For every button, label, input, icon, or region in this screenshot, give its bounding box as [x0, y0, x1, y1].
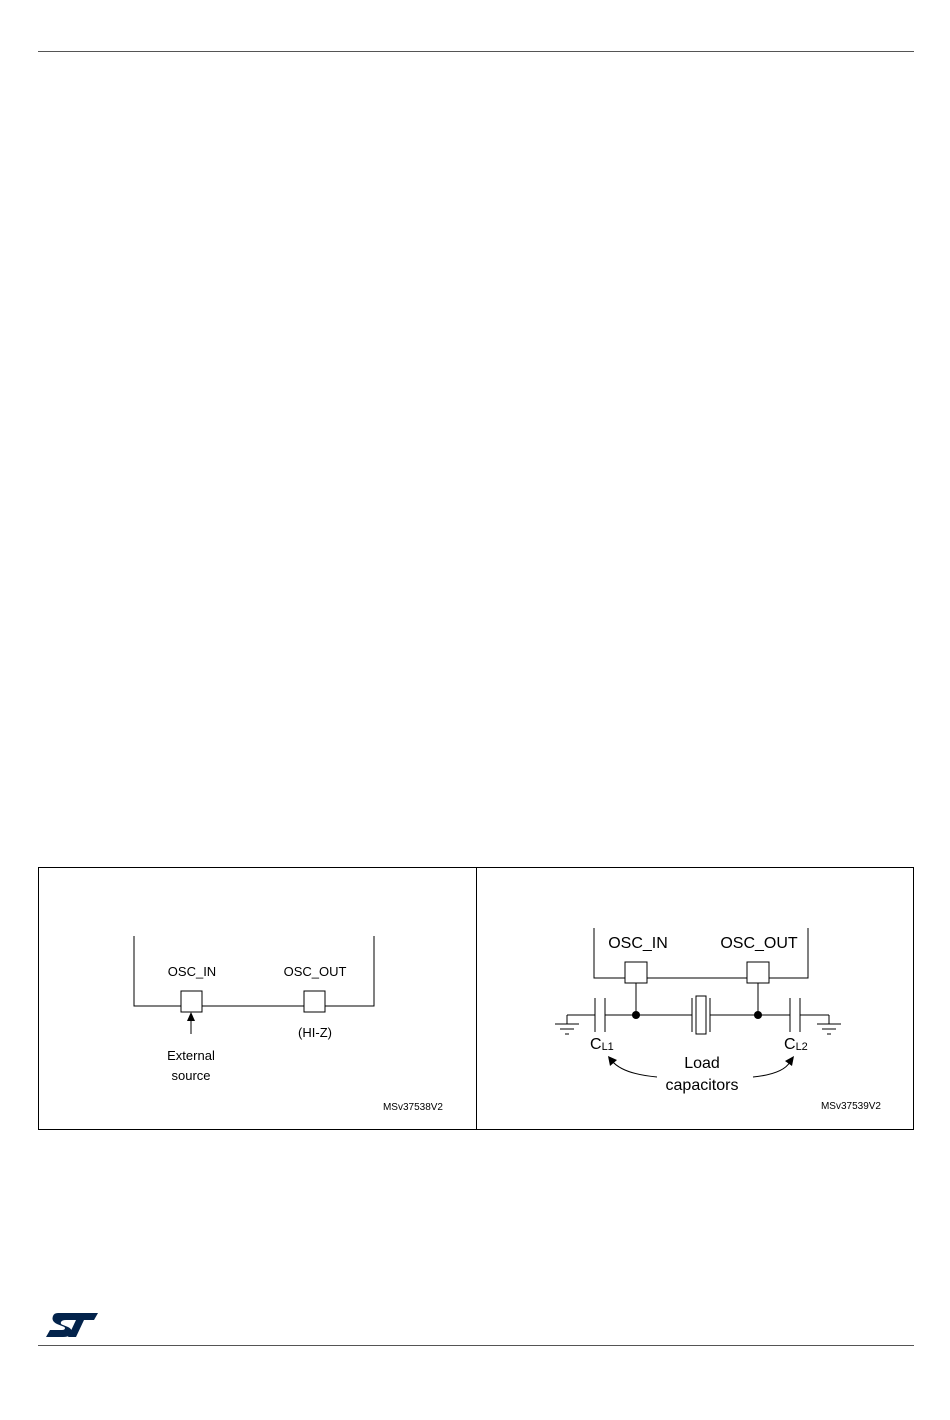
- osc-in-label: OSC_IN: [608, 935, 668, 952]
- cap-cl2-label: CL2: [784, 1036, 808, 1053]
- load-label-line1: Load: [684, 1055, 720, 1072]
- osc-in-pin: [181, 991, 202, 1012]
- load-arrow-right: [753, 1062, 790, 1077]
- footer-rule: [38, 1345, 914, 1346]
- st-logo: [44, 1311, 100, 1339]
- osc-out-pin: [304, 991, 325, 1012]
- junction-dot-in: [632, 1011, 640, 1019]
- source-label-line1: External: [167, 1048, 215, 1063]
- osc-out-label: OSC_OUT: [283, 964, 347, 979]
- source-arrow-head: [187, 1012, 195, 1021]
- figure-frame: [38, 867, 914, 1130]
- crystal-resonator-diagram: [477, 868, 913, 1129]
- load-arrow-right-head: [785, 1056, 794, 1066]
- figure-id-left: MSv37538V2: [382, 1102, 443, 1113]
- figure-id-right: MSv37539V2: [820, 1101, 881, 1112]
- hiz-label: (HI-Z): [298, 1025, 332, 1040]
- load-arrow-left: [612, 1061, 657, 1077]
- st-logo-shape: [46, 1313, 98, 1337]
- load-label-line2: capacitors: [665, 1077, 739, 1094]
- cap-cl1-label: CL1: [590, 1036, 614, 1053]
- header-rule: [38, 51, 914, 52]
- osc-in-pin: [625, 962, 647, 983]
- source-label-line2: source: [171, 1068, 211, 1083]
- osc-out-label: OSC_OUT: [720, 935, 798, 952]
- osc-in-label: OSC_IN: [167, 964, 217, 979]
- external-clock-diagram: [39, 868, 476, 1129]
- osc-out-pin: [747, 962, 769, 983]
- crystal-body: [696, 996, 706, 1034]
- junction-dot-out: [754, 1011, 762, 1019]
